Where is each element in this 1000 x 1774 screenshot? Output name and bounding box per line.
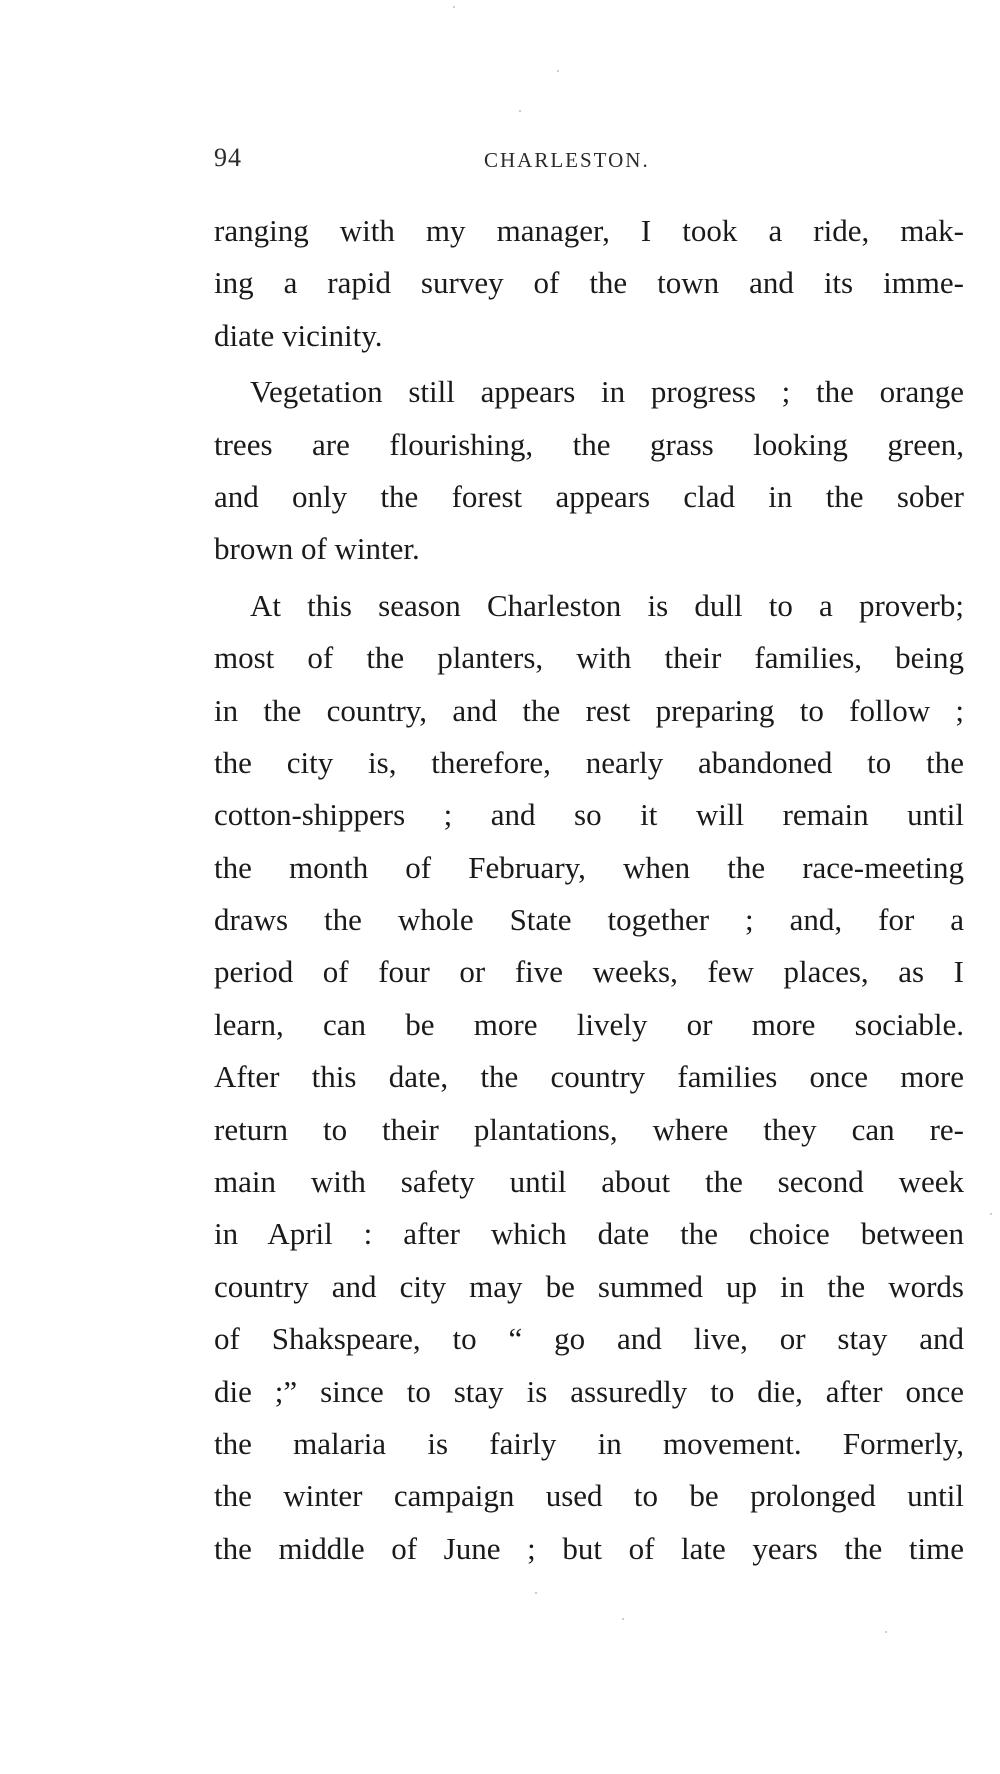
text-line: die ;” since to stay is assuredly to die, after once [214, 1373, 964, 1409]
paragraph [214, 205, 964, 362]
paper-speck [453, 6, 455, 8]
text-line: country and city may be summed up in the words [214, 1268, 964, 1304]
text-line: trees are flourishing, the grass looking green, [214, 426, 964, 462]
paragraph [214, 366, 964, 576]
text-line: draws the whole State together ; and, for a [214, 902, 964, 938]
paper-speck [622, 1618, 624, 1620]
text-line: most of the planters, with their families, being [214, 640, 964, 676]
paper-speck [885, 1631, 887, 1633]
body-text [214, 205, 964, 1575]
paper-speck [519, 110, 521, 112]
text-line: period of four or five weeks, few places, as I [214, 954, 964, 990]
paragraph [214, 580, 964, 1575]
text-line: return to their plantations, where they can re- [214, 1111, 964, 1147]
paper-speck [990, 1213, 992, 1215]
text-line: main with safety until about the second week [214, 1164, 964, 1200]
running-head: CHARLESTON. [484, 148, 650, 172]
text-line: of Shakspeare, to “ go and live, or stay and [214, 1321, 964, 1357]
text-line: diate vicinity. [214, 317, 383, 353]
text-line: the city is, therefore, nearly abandoned to the [214, 744, 964, 780]
text-line: After this date, the country families once more [214, 1059, 964, 1095]
paper-speck [557, 70, 559, 72]
text-line: At this season Charleston is dull to a proverb; [250, 587, 964, 623]
page-number: 94 [214, 143, 242, 172]
paper-speck [535, 1592, 537, 1594]
text-line: in the country, and the rest preparing to follow ; [214, 692, 964, 728]
text-line: ing a rapid survey of the town and its imme- [214, 265, 964, 301]
text-line: the month of February, when the race-meeting [214, 849, 964, 885]
text-line: the malaria is fairly in movement. Formerly, [214, 1425, 964, 1461]
text-line: brown of winter. [214, 531, 420, 567]
text-line: learn, can be more lively or more sociable. [214, 1006, 964, 1042]
text-line: the winter campaign used to be prolonged until [214, 1478, 964, 1514]
page-header [214, 143, 964, 183]
text-line: Vegetation still appears in progress ; the orange [250, 374, 964, 410]
text-line: in April : after which date the choice between [214, 1216, 964, 1252]
text-line: the middle of June ; but of late years the time [214, 1530, 964, 1566]
text-line: and only the forest appears clad in the sober [214, 478, 964, 514]
text-line: ranging with my manager, I took a ride, mak- [214, 213, 964, 248]
text-line: cotton-shippers ; and so it will remain until [214, 797, 964, 833]
